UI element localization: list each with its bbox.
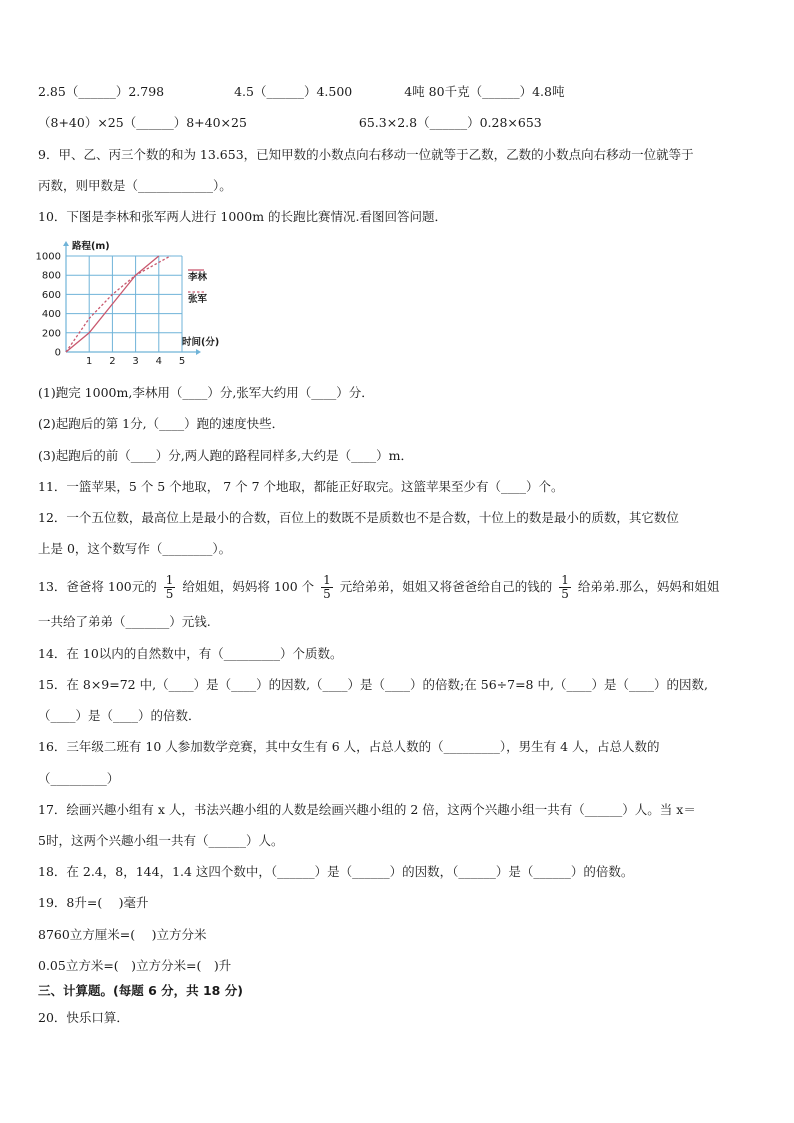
q10-sub1: (1)跑完 1000m,李林用（____）分,张军大约用（____）分． [38,385,374,400]
y-tick-label: 200 [41,328,61,340]
legend-label: 张军 [188,294,208,305]
q9-line2: 丙数，则甲数是（____________）。 [38,178,232,193]
chart-xlabel: 时间(分) [182,337,220,348]
chart-ticks [36,252,186,368]
q8-row1 [38,82,564,102]
section3-heading: 三、计算题。(每题 6 分，共 18 分) [38,983,243,998]
fraction-one-fifth: $\frac{1}{5}$ [323,573,331,601]
q8-row2 [38,113,542,133]
q10-intro: 10．下图是李林和张军两人进行 1000m 的长跑比赛情况.看图回答问题． [38,209,447,224]
legend-label: 李林 [188,272,208,283]
q19-line2: 8760立方厘米=( )立方分米 [38,927,207,942]
x-tick-label: 5 [178,356,186,367]
q17-line2: 5时，这两个兴趣小组一共有（______）人。 [38,833,284,848]
y-tick-label: 0 [54,347,61,359]
y-tick-label: 1000 [35,251,61,263]
y-axis-arrow [63,241,69,246]
q13-part2: 给姐姐，妈妈将 100 个 [182,579,315,594]
chart-series [66,256,170,352]
y-tick-label: 400 [41,309,61,321]
q11-text: 11．一篮苹果，5 个 5 个地取， 7 个 7 个地取，都能正好取完。这篮苹果至少有（____）个。 [38,479,564,494]
q15-line1: 15．在 8×9=72 中,（____）是（____）的因数,（____）是（____）的倍数;在 56÷7=8 中,（____）是（____）的因数, [38,677,708,692]
series-line-2 [66,256,170,352]
q16-line1: 16．三年级二班有 10 人参加数学竞赛，其中女生有 6 人，占总人数的（_________），男生有 4 人，占总人数的 [38,739,660,754]
y-tick-label: 600 [41,289,61,301]
q20-text: 20．快乐口算． [38,1010,129,1025]
q8-compare-e: 65.3×2.8（______）0.28×653 [358,115,542,130]
y-tick-label: 800 [41,270,61,282]
q17-line1: 17．绘画兴趣小组有 x 人，书法兴趣小组的人数是绘画兴趣小组的 2 倍，这两个兴趣小组一共有（______）人。当 x＝ [38,802,696,817]
chart-legend [187,270,208,305]
x-axis-arrow [196,349,201,355]
q8-compare-d: （8+40）×25（______）8+40×25 [38,115,247,130]
q19-line1: 19．8升=( )毫升 [38,895,149,910]
q12-line2: 上是 0，这个数写作（________）。 [38,541,232,556]
q10-sub2: (2)起跑后的第 1分,（____）跑的速度快些． [38,416,285,431]
race-line-chart [30,238,240,370]
q13-part4: 给弟弟.那么，妈妈和姐姐 [577,579,720,594]
q13-part3: 元给弟弟，姐姐又将爸爸给自己的钱的 [339,579,553,594]
q10-sub3: (3)起跑后的前（____）分,两人跑的路程同样多,大约是（____）m． [38,448,414,463]
x-tick-label: 2 [109,356,116,367]
x-tick-label: 1 [86,356,93,367]
fraction-one-fifth: $\frac{1}{5}$ [165,573,174,601]
x-tick-label: 3 [132,356,139,367]
q12-line1: 12．一个五位数，最高位上是最小的合数，百位上的数既不是质数也不是合数，十位上的数是最小的质数，其它数位 [38,510,679,525]
q8-compare-b: 4.5（______）4.500 [234,84,353,99]
q18-text: 18．在 2.4，8，144，1.4 这四个数中，（______）是（______）的因数，（______）是（______）的倍数。 [38,864,634,879]
q16-line2: （_________） [38,771,120,786]
q13-line2: 一共给了弟弟（_______）元钱. [38,614,211,629]
q14-text: 14．在 10以内的自然数中，有（_________）个质数。 [38,646,343,661]
q9-line1: 9．甲、乙、丙三个数的和为 13.653，已知甲数的小数点向右移动一位就等于乙数，乙数的小数点向右移动一位就等于 [38,147,694,162]
q13-line1 [38,570,719,604]
chart-ylabel: 路程(m) [72,241,110,252]
q8-compare-a: 2.85（______）2.798 [38,84,165,99]
x-tick-label: 4 [155,356,162,367]
q19-line3: 0.05立方米=( )立方分米=( )升 [38,958,232,973]
q8-compare-c: 4吨 80千克（______）4.8吨 [404,84,565,99]
q15-line2: （____）是（____）的倍数． [38,708,201,723]
q13-part1: 13．爸爸将 100元的 [38,579,157,594]
fraction-one-fifth: $\frac{1}{5}$ [561,573,569,601]
